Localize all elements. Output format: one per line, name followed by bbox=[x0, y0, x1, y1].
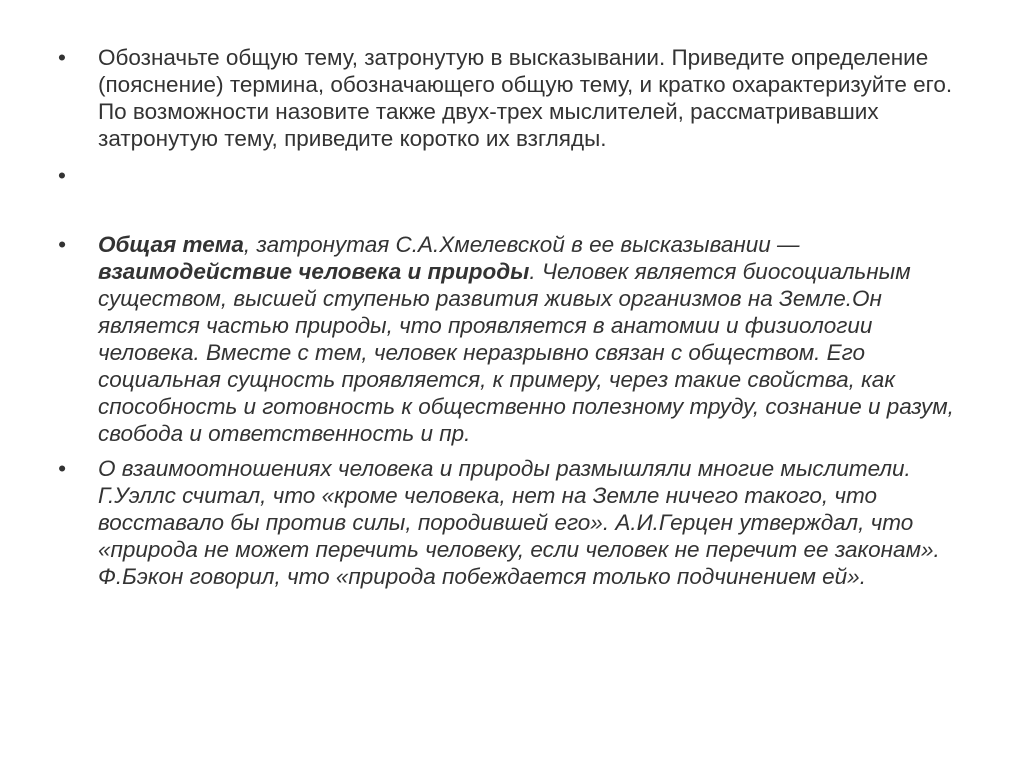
bullet-item-general-theme bbox=[58, 231, 958, 447]
bullet-list bbox=[58, 44, 958, 590]
bullet-dot: • bbox=[58, 163, 66, 188]
bullet-item-empty bbox=[58, 162, 958, 189]
bullet-dot: • bbox=[58, 232, 66, 257]
bullet-item-task bbox=[58, 44, 958, 152]
bullet-dot: • bbox=[58, 45, 66, 70]
thinkers-text: О взаимоотношениях человека и природы размышляли многие мыслители. Г.Уэллс считал, что «кроме человека, нет на Земле ничего такого, что восставало бы против силы, породившей его». А.И.Герцен утверждал, что «природа не может перечить человеку, если человек не перечит ее законам». Ф.Бэкон говорил, что «природа побеждается только подчинением ей». bbox=[98, 456, 940, 589]
general-theme-label: Общая тема bbox=[98, 232, 244, 257]
task-text: Обозначьте общую тему, затронутую в высказывании. Приведите определение (пояснение) термина, обозначающего общую тему, и кратко охарактеризуйте его. По возможности назовите также двух-трех мыслителей, рассматривавших затронутую тему, приведите коротко их взгляды. bbox=[98, 45, 953, 151]
general-theme-lead: , затронутая С.А.Хмелевской в ее высказывании — bbox=[243, 232, 800, 257]
bullet-dot: • bbox=[58, 456, 66, 481]
bullet-item-thinkers bbox=[58, 455, 958, 590]
theme-name: взаимодействие человека и природы bbox=[98, 259, 530, 284]
theme-explanation: . Человек является биосоциальным существом, высшей ступенью развития живых организмов на Земле.Он является частью природы, что проявляется в анатомии и физиологии человека. Вместе с тем, человек неразрывно связан с обществом. Его социальная сущность проявляется, к примеру, через такие свойства, как способность и готовность к общественно полезному труду, сознание и разум, свобода и ответственность и пр. bbox=[98, 259, 954, 446]
